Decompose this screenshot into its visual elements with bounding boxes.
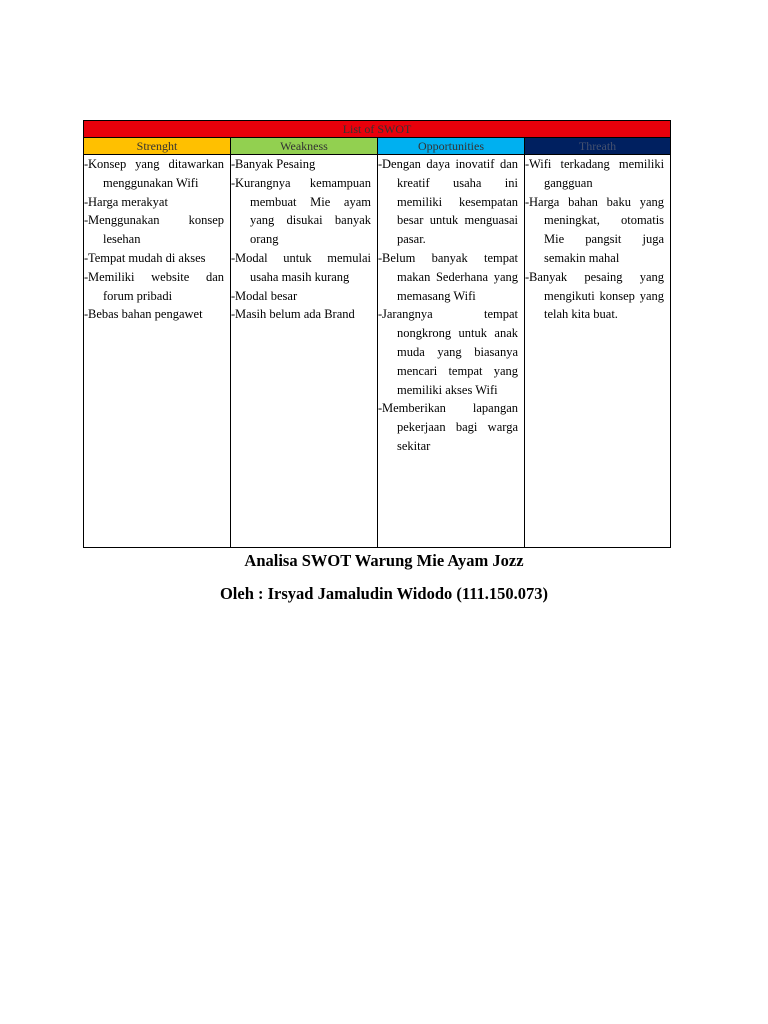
swot-item: - Belum banyak tempat makan Sederhana yang memasang Wifi (378, 249, 524, 305)
swot-item: - Memberikan lapangan pekerjaan bagi warga sekitar (378, 399, 524, 455)
cell-opportunities (378, 155, 525, 548)
swot-title: List of SWOT (84, 121, 671, 138)
document-title: Analisa SWOT Warung Mie Ayam Jozz (244, 551, 524, 570)
swot-item: - Modal besar (231, 287, 377, 306)
cell-weaknesses (231, 155, 378, 548)
weaknesses-list (231, 155, 377, 324)
swot-item: - Memiliki website dan forum pribadi (84, 268, 230, 306)
swot-item: - Wifi terkadang memiliki gangguan (525, 155, 670, 193)
swot-item: - Modal untuk memulai usaha masih kurang (231, 249, 377, 287)
threats-list (525, 155, 670, 324)
cell-threats (525, 155, 671, 548)
swot-item: - Dengan daya inovatif dan kreatif usaha ini memiliki kesempatan besar untuk menguasai pasar. (378, 155, 524, 249)
opportunities-list (378, 155, 524, 456)
header-strengths: Strenght (84, 138, 231, 155)
swot-item: - Masih belum ada Brand (231, 305, 377, 324)
cell-strengths (84, 155, 231, 548)
header-weaknesses: Weakness (231, 138, 378, 155)
strengths-list (84, 155, 230, 324)
swot-item: - Tempat mudah di akses (84, 249, 230, 268)
swot-item: - Jarangnya tempat nongkrong untuk anak muda yang biasanya mencari tempat yang memiliki akses Wifi (378, 305, 524, 399)
swot-table (83, 120, 671, 548)
swot-item: - Banyak pesaing yang mengikuti konsep yang telah kita buat. (525, 268, 670, 324)
swot-item: - Menggunakan konsep lesehan (84, 211, 230, 249)
swot-item: - Harga merakyat (84, 193, 230, 212)
swot-item: - Kurangnya kemampuan membuat Mie ayam yang disukai banyak orang (231, 174, 377, 249)
swot-item: - Banyak Pesaing (231, 155, 377, 174)
header-opportunities: Opportunities (378, 138, 525, 155)
swot-item: - Konsep yang ditawarkan menggunakan Wifi (84, 155, 230, 193)
swot-item: - Harga bahan baku yang meningkat, otomatis Mie pangsit juga semakin mahal (525, 193, 670, 268)
header-threats: Threath (525, 138, 671, 155)
swot-item: - Bebas bahan pengawet (84, 305, 230, 324)
document-author: Oleh : Irsyad Jamaludin Widodo (111.150.073) (219, 584, 549, 603)
